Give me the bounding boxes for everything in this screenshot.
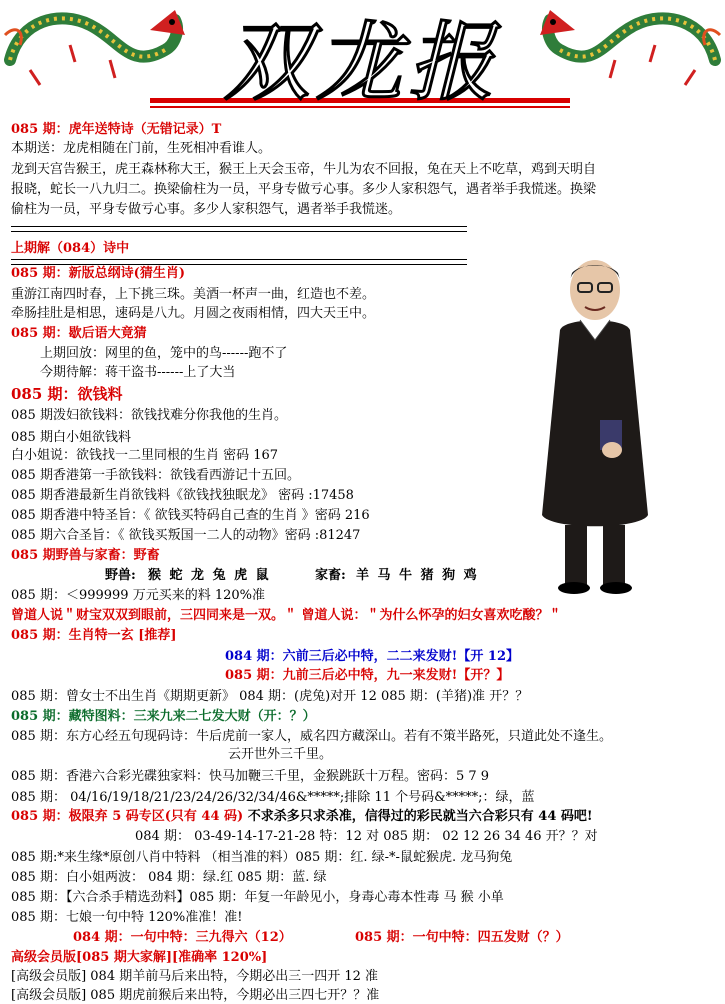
money-line: 白小姐说：欲钱找一二里同根的生肖 密码 167 [11, 448, 279, 463]
masthead-title: 双龙报 [224, 13, 500, 113]
money-heading: 085 期：欲钱料 [11, 385, 123, 403]
poem2-heading: 085 期：新版总纲诗(猜生肖) [11, 266, 185, 281]
left-dragon-icon [5, 10, 185, 85]
divider [11, 226, 467, 232]
poem-line: 报晓，蛇长一八九归二。换梁偷柱为一员，平身专做亏心事。多少人家积怨气，遇者举手我慌迷。换梁 [11, 182, 597, 197]
last-period-heading: 上期解（084）诗中 [11, 241, 130, 256]
hidden-line: 云开世外三千里。 [228, 747, 333, 762]
zodiac-line: 085 期：曾女士不出生肖《期期更新》 084 期：(虎兔)对开 12 085 期：(羊猪)准 开？？ [11, 689, 529, 704]
zodiac-red-line: 085 期：九前三后必中特，九一来发财!【开？】 [225, 668, 510, 683]
beast-home: 羊 马 牛 猪 狗 鸡 [356, 568, 479, 583]
misc-red-b: 085 期：一句中特：四五发财（？） [355, 930, 569, 945]
hidden-line: 085 期：香港六合彩光碟独家料：快马加鞭三千里，金猴跳跃十万程。密码：5 7 9 [11, 769, 490, 784]
limit-heading: 085 期：极限弃 5 码专区(只有 44 码) [11, 809, 244, 824]
limit-numbers: 084 期： 03-49-14-17-21-28 特：12 对 085 期： 02 12 26 34 46 开？？对 [135, 829, 598, 844]
dao-line: 曾道人说＂财宝双双到眼前，三四同来是一双。＂ 曾道人说：＂为什么怀孕的妇女喜欢吃酸？＂ [11, 608, 562, 623]
poem-line: 偷柱为一员，平身专做亏心事。多少人家积怨气，遇者举手我慌迷。 [11, 202, 402, 217]
money-line: 085 期香港第一手欲钱料：欲钱看西游记十五回。 [11, 468, 300, 483]
beast-wild-label: 野兽: [105, 568, 136, 583]
money-line: 085 期泼妇欲钱料：欲钱找难分你我他的生肖。 [11, 408, 287, 423]
money-line: 085 期香港中特圣旨：《 欲钱买特码自己查的生肖 》密码 216 [11, 508, 370, 523]
zodiac-blue-line: 084 期：六前三后必中特，二二来发财!【开 12】 [225, 649, 519, 664]
poem-line: 本期送：龙虎相随在门前，生死相冲看谁人。 [11, 141, 272, 156]
hidden-heading: 085 期：藏特图料：三来九来二七发大财（开：？） [11, 709, 316, 724]
misc-line: 085 期：白小姐两波： 084 期：绿.红 085 期：蓝. 绿 [11, 870, 327, 885]
riddle-heading: 085 期：歇后语大竟猜 [11, 326, 147, 341]
limit-line [11, 808, 593, 825]
money-line: 085 期白小姐欲钱料 [11, 430, 131, 445]
masthead [0, 0, 725, 118]
beast-home-label: 家畜: [315, 568, 346, 583]
misc-line: 085 期:*来生缘*原创八肖中特料 （相当准的料）085 期：红. 绿-*-鼠蛇猴虎. 龙马狗兔 [11, 850, 513, 865]
riddle-line: 上期回放：网里的鱼，笼中的鸟------跑不了 [40, 346, 288, 361]
money-line: 085 期香港最新生肖欲钱料《欲钱找独眠龙》 密码 :17458 [11, 488, 354, 503]
misc-line: 085 期：【六合杀手精选劲料】085 期：年复一年龄见小，身毒心毒本性毒 马 猴 小单 [11, 890, 504, 905]
misc-red-a: 084 期：一句中特：三九得六（12） [73, 930, 292, 945]
beast-line: 085 期：＜999999 万元买来的料 120%准 [11, 588, 266, 603]
zodiac-heading: 085 期：生肖特一玄 [推荐] [11, 628, 177, 643]
beast-heading: 085 期野兽与家畜：野畜 [11, 548, 160, 563]
poem-line: 龙到天宫告猴王，虎王森林称大王，猴王上天会玉帝，牛儿为农不回报，兔在天上不吃草，鸡到天明自 [11, 162, 597, 177]
beast-wild: 猴 蛇 龙 兔 虎 鼠 [148, 568, 271, 583]
hidden-line: 085 期： 04/16/19/18/21/23/24/26/32/34/46&*****;排除 11 个号码&*****;：绿，蓝 [11, 790, 535, 805]
riddle-line: 今期待解：蒋干盗书------上了大当 [40, 365, 236, 380]
poem2-line: 重游江南四时春，上下挑三珠。美酒一杯声一曲，红造也不差。 [11, 287, 376, 302]
poem2-line: 牵肠挂肚是相思，速码是八九。月圆之夜雨相情，四大天王中。 [11, 306, 376, 321]
misc-line: 085 期：七娘一句中特 120%准准！准! [11, 910, 243, 925]
hidden-line: 085 期：东方心经五句现码诗：牛后虎前一家人，威名四方藏深山。若有不策半路死，只道此处不逢生。 [11, 729, 612, 744]
vip-line: [高级会员版] 084 期羊前马后来出特，今期必出三一四开 12 准 [11, 969, 379, 984]
poem-heading: 085 期：虎年送特诗（无错记录）T [11, 122, 222, 137]
right-dragon-icon [540, 10, 720, 85]
vip-heading: 高级会员版[085 期大家解][准确率 120%] [11, 950, 268, 965]
vip-line: [高级会员版] 085 期虎前猴后来出特，今期必出三四七开？？准 [11, 988, 380, 1003]
man-portrait-image [530, 255, 660, 595]
limit-text: 不求杀多只求杀准，信得过的彩民就当六合彩只有 44 码吧! [243, 809, 593, 824]
money-line: 085 期六合圣旨：《 欲钱买叛国一二人的动物》密码 :81247 [11, 528, 361, 543]
